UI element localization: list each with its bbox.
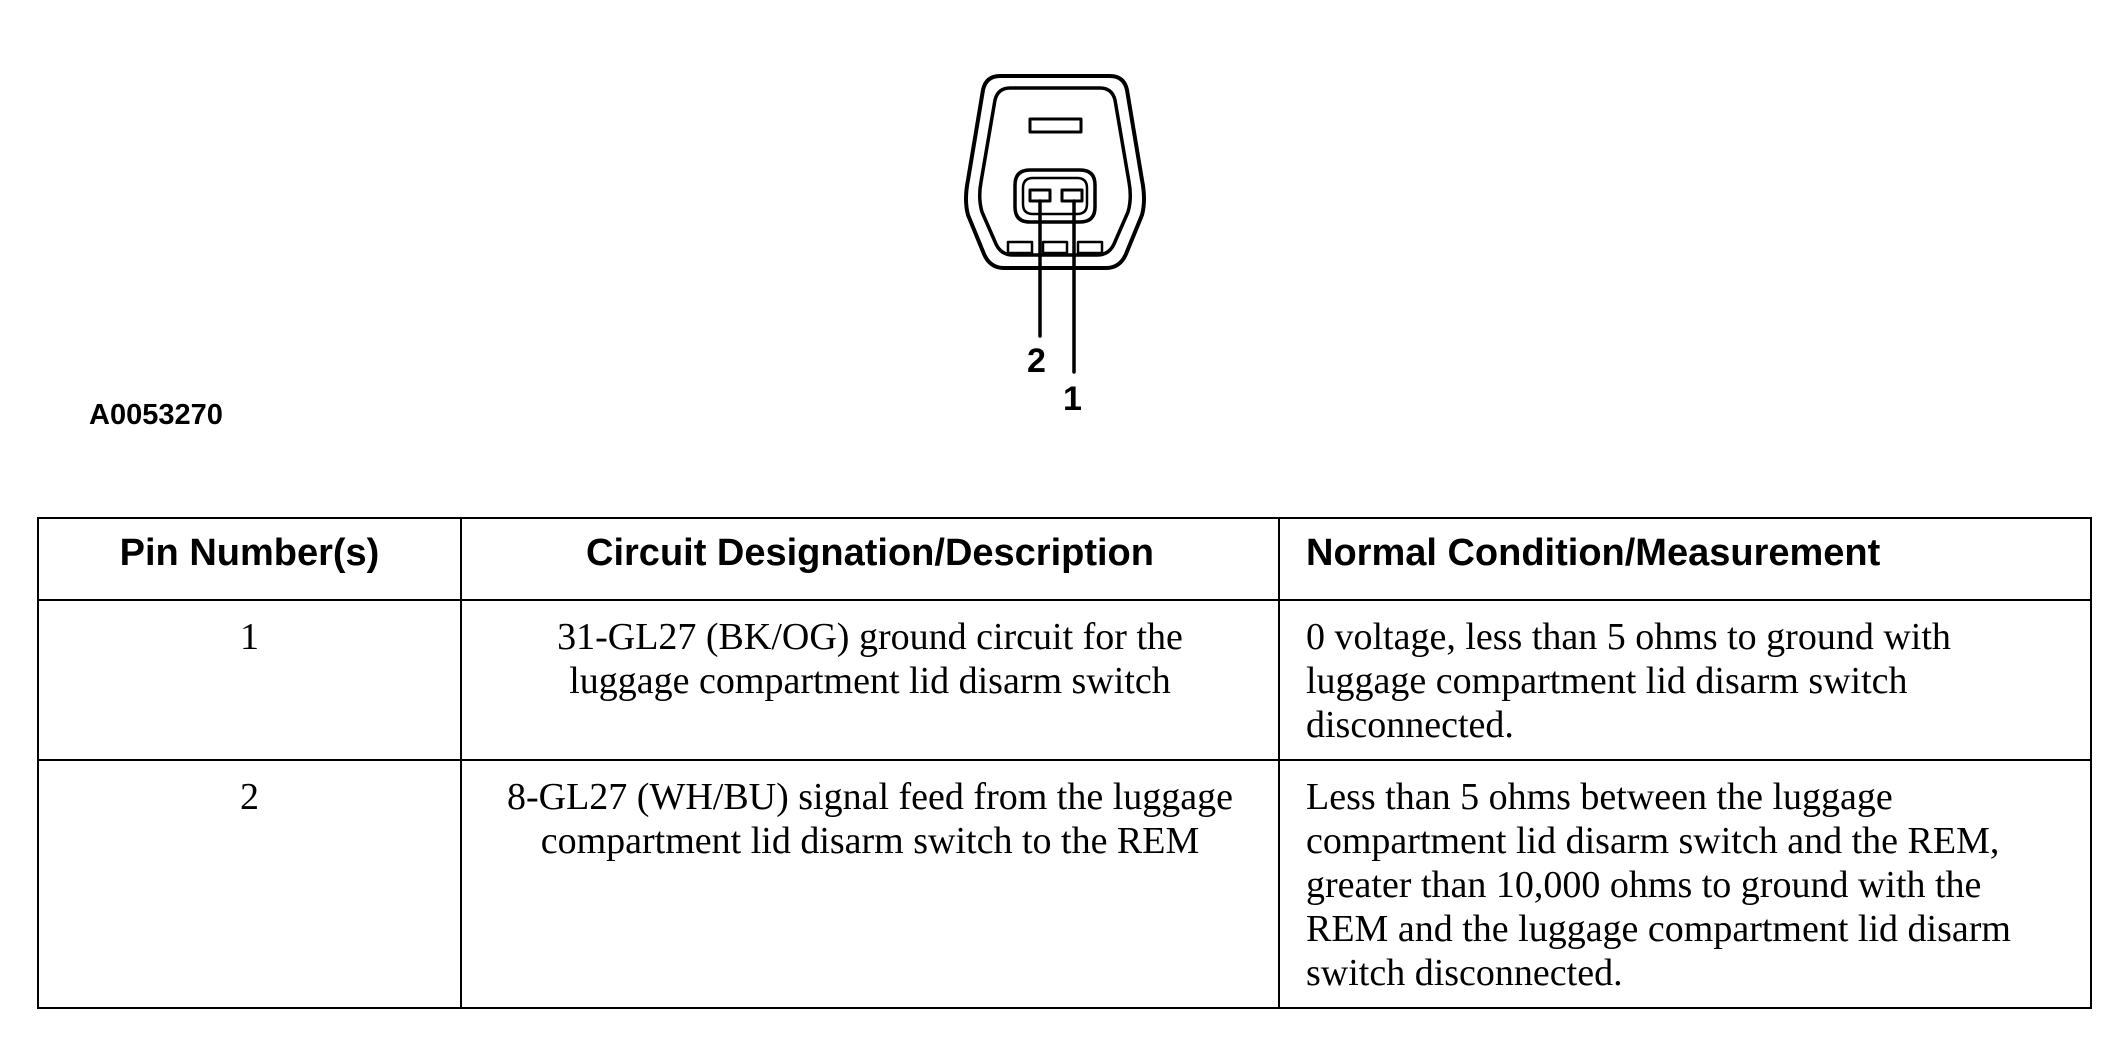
connector-face-drawing	[0, 0, 2124, 440]
pin-label-1: 1	[1063, 380, 1082, 418]
cell-circuit-description: 31-GL27 (BK/OG) ground circuit for the luggage compartment lid disarm switch	[461, 600, 1279, 760]
header-normal-condition: Normal Condition/Measurement	[1279, 518, 2091, 600]
table-row	[38, 600, 2091, 760]
cell-normal-condition: 0 voltage, less than 5 ohms to ground with luggage compartment lid disarm switch disconnected.	[1279, 600, 2091, 760]
figure-code: A0053270	[89, 399, 223, 431]
locking-tab-slot	[1030, 119, 1081, 132]
cell-normal-condition: Less than 5 ohms between the luggage compartment lid disarm switch and the REM, greater than 10,000 ohms to ground with the REM and the luggage compartment lid disarm switch disconnected.	[1279, 760, 2091, 1008]
pin-table	[37, 517, 2092, 1009]
pin-label-2: 2	[1027, 342, 1046, 380]
cell-pin-number: 2	[38, 760, 461, 1008]
pin-cavity-inner	[1023, 178, 1087, 214]
table-header-row	[38, 518, 2091, 600]
cell-circuit-description: 8-GL27 (WH/BU) signal feed from the luggage compartment lid disarm switch to the REM	[461, 760, 1279, 1008]
terminal-1	[1062, 190, 1082, 201]
vent-slot-left	[1008, 242, 1032, 253]
table-row	[38, 760, 2091, 1008]
header-circuit-designation: Circuit Designation/Description	[461, 518, 1279, 600]
header-pin-number: Pin Number(s)	[38, 518, 461, 600]
connector-figure	[0, 0, 2124, 440]
vent-slot-right	[1078, 242, 1102, 253]
cell-pin-number: 1	[38, 600, 461, 760]
vent-slot-center	[1043, 242, 1067, 253]
